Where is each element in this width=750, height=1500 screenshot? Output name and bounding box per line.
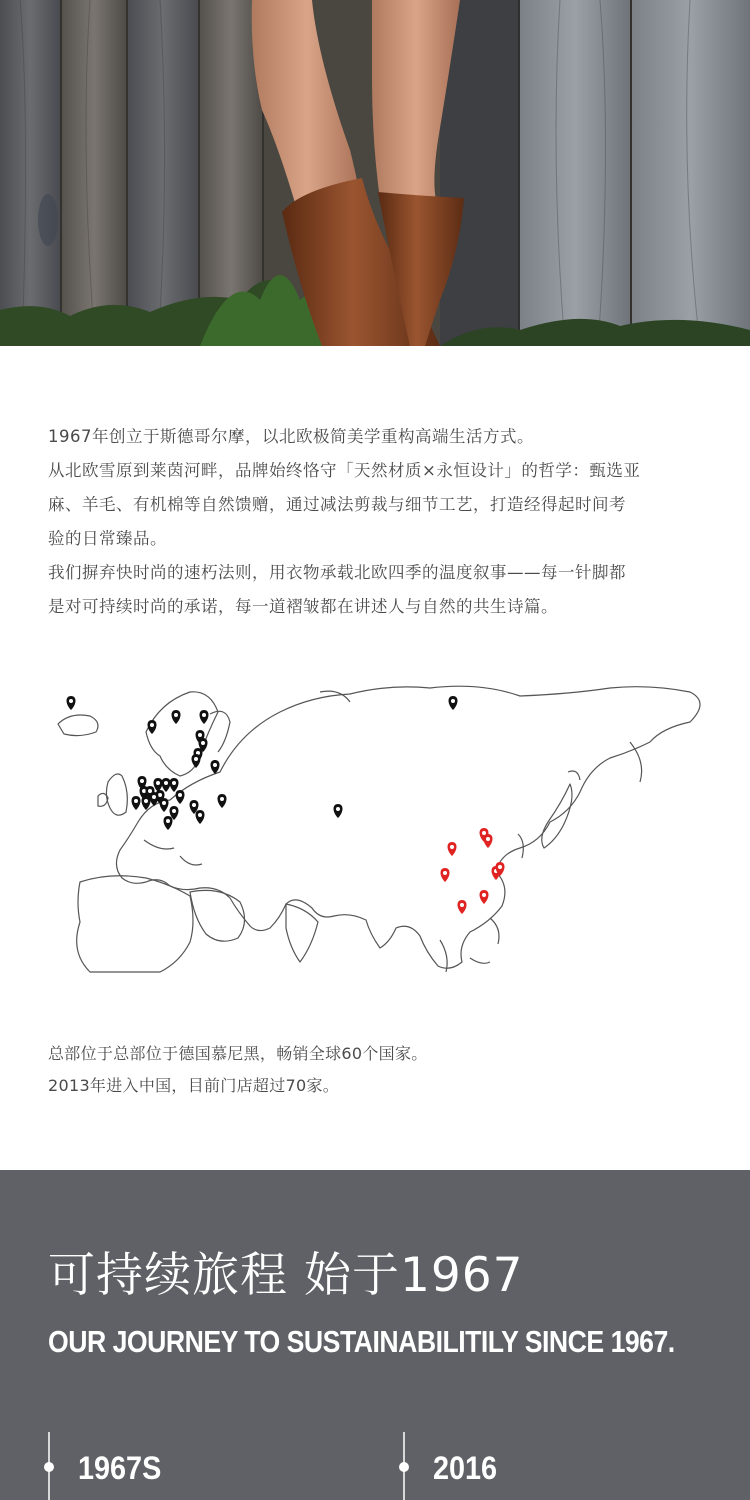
global-store-pin-icon <box>200 710 209 724</box>
china-store-pin-icon <box>480 890 489 904</box>
intro-line: 我们摒弃快时尚的速朽法则，用衣物承载北欧四季的温度叙事——每一针脚都 <box>48 563 626 582</box>
intro-line: 验的日常臻品。 <box>48 529 167 548</box>
global-store-pin-icon <box>170 778 179 792</box>
global-store-pin-icon <box>192 754 201 768</box>
store-info-line: 2013年进入中国，目前门店超过70家。 <box>48 1076 340 1095</box>
intro-line: 麻、羊毛、有机棉等自然馈赠，通过减法剪裁与细节工艺，打造经得起时间考 <box>48 495 626 514</box>
global-store-pin-icon <box>334 804 343 818</box>
hero-photo <box>0 0 750 346</box>
intro-line: 1967年创立于斯德哥尔摩，以北欧极简美学重构高端生活方式。 <box>48 427 534 446</box>
global-store-pin-icon <box>449 696 458 710</box>
eurasia-map-outline <box>50 672 712 982</box>
global-store-pin-icon <box>176 790 185 804</box>
global-store-pin-icon <box>162 778 171 792</box>
timeline-dot <box>399 1462 409 1472</box>
global-store-pin-icon <box>148 720 157 734</box>
global-store-pin-icon <box>172 710 181 724</box>
global-store-pin-icon <box>154 778 163 792</box>
intro-line: 是对可持续时尚的承诺，每一道褶皱都在讲述人与自然的共生诗篇。 <box>48 597 558 616</box>
milestone-year: 1967S <box>78 1450 162 1486</box>
global-store-pin-icon <box>211 760 220 774</box>
china-store-pin-icon <box>484 834 493 848</box>
global-store-pin-icon <box>164 816 173 830</box>
global-store-pin-icon <box>132 796 141 810</box>
china-store-pin-icon <box>458 900 467 914</box>
china-store-pin-icon <box>448 842 457 856</box>
global-store-pin-icon <box>218 794 227 808</box>
store-info-line: 总部位于总部位于德国慕尼黑，畅销全球60个国家。 <box>48 1044 428 1063</box>
journey-title-cn: 可持续旅程 始于1967 <box>48 1248 524 1303</box>
global-store-pin-icon <box>160 798 169 812</box>
hero-illustration <box>0 0 750 346</box>
global-store-pin-icon <box>196 810 205 824</box>
intro-line: 从北欧雪原到莱茵河畔，品牌始终恪守「天然材质×永恒设计」的哲学：甄选亚 <box>48 461 641 480</box>
store-location-map <box>50 672 712 982</box>
timeline-dot <box>44 1462 54 1472</box>
milestone-year: 2016 <box>433 1450 498 1486</box>
store-info <box>48 1038 708 1102</box>
china-store-pin-icon <box>441 868 450 882</box>
journey-title-en: OUR JOURNEY TO SUSTAINABILITILY SINCE 1967. <box>48 1324 675 1359</box>
brand-intro <box>48 420 708 624</box>
global-store-pin-icon <box>67 696 76 710</box>
journey-section <box>0 1170 750 1500</box>
